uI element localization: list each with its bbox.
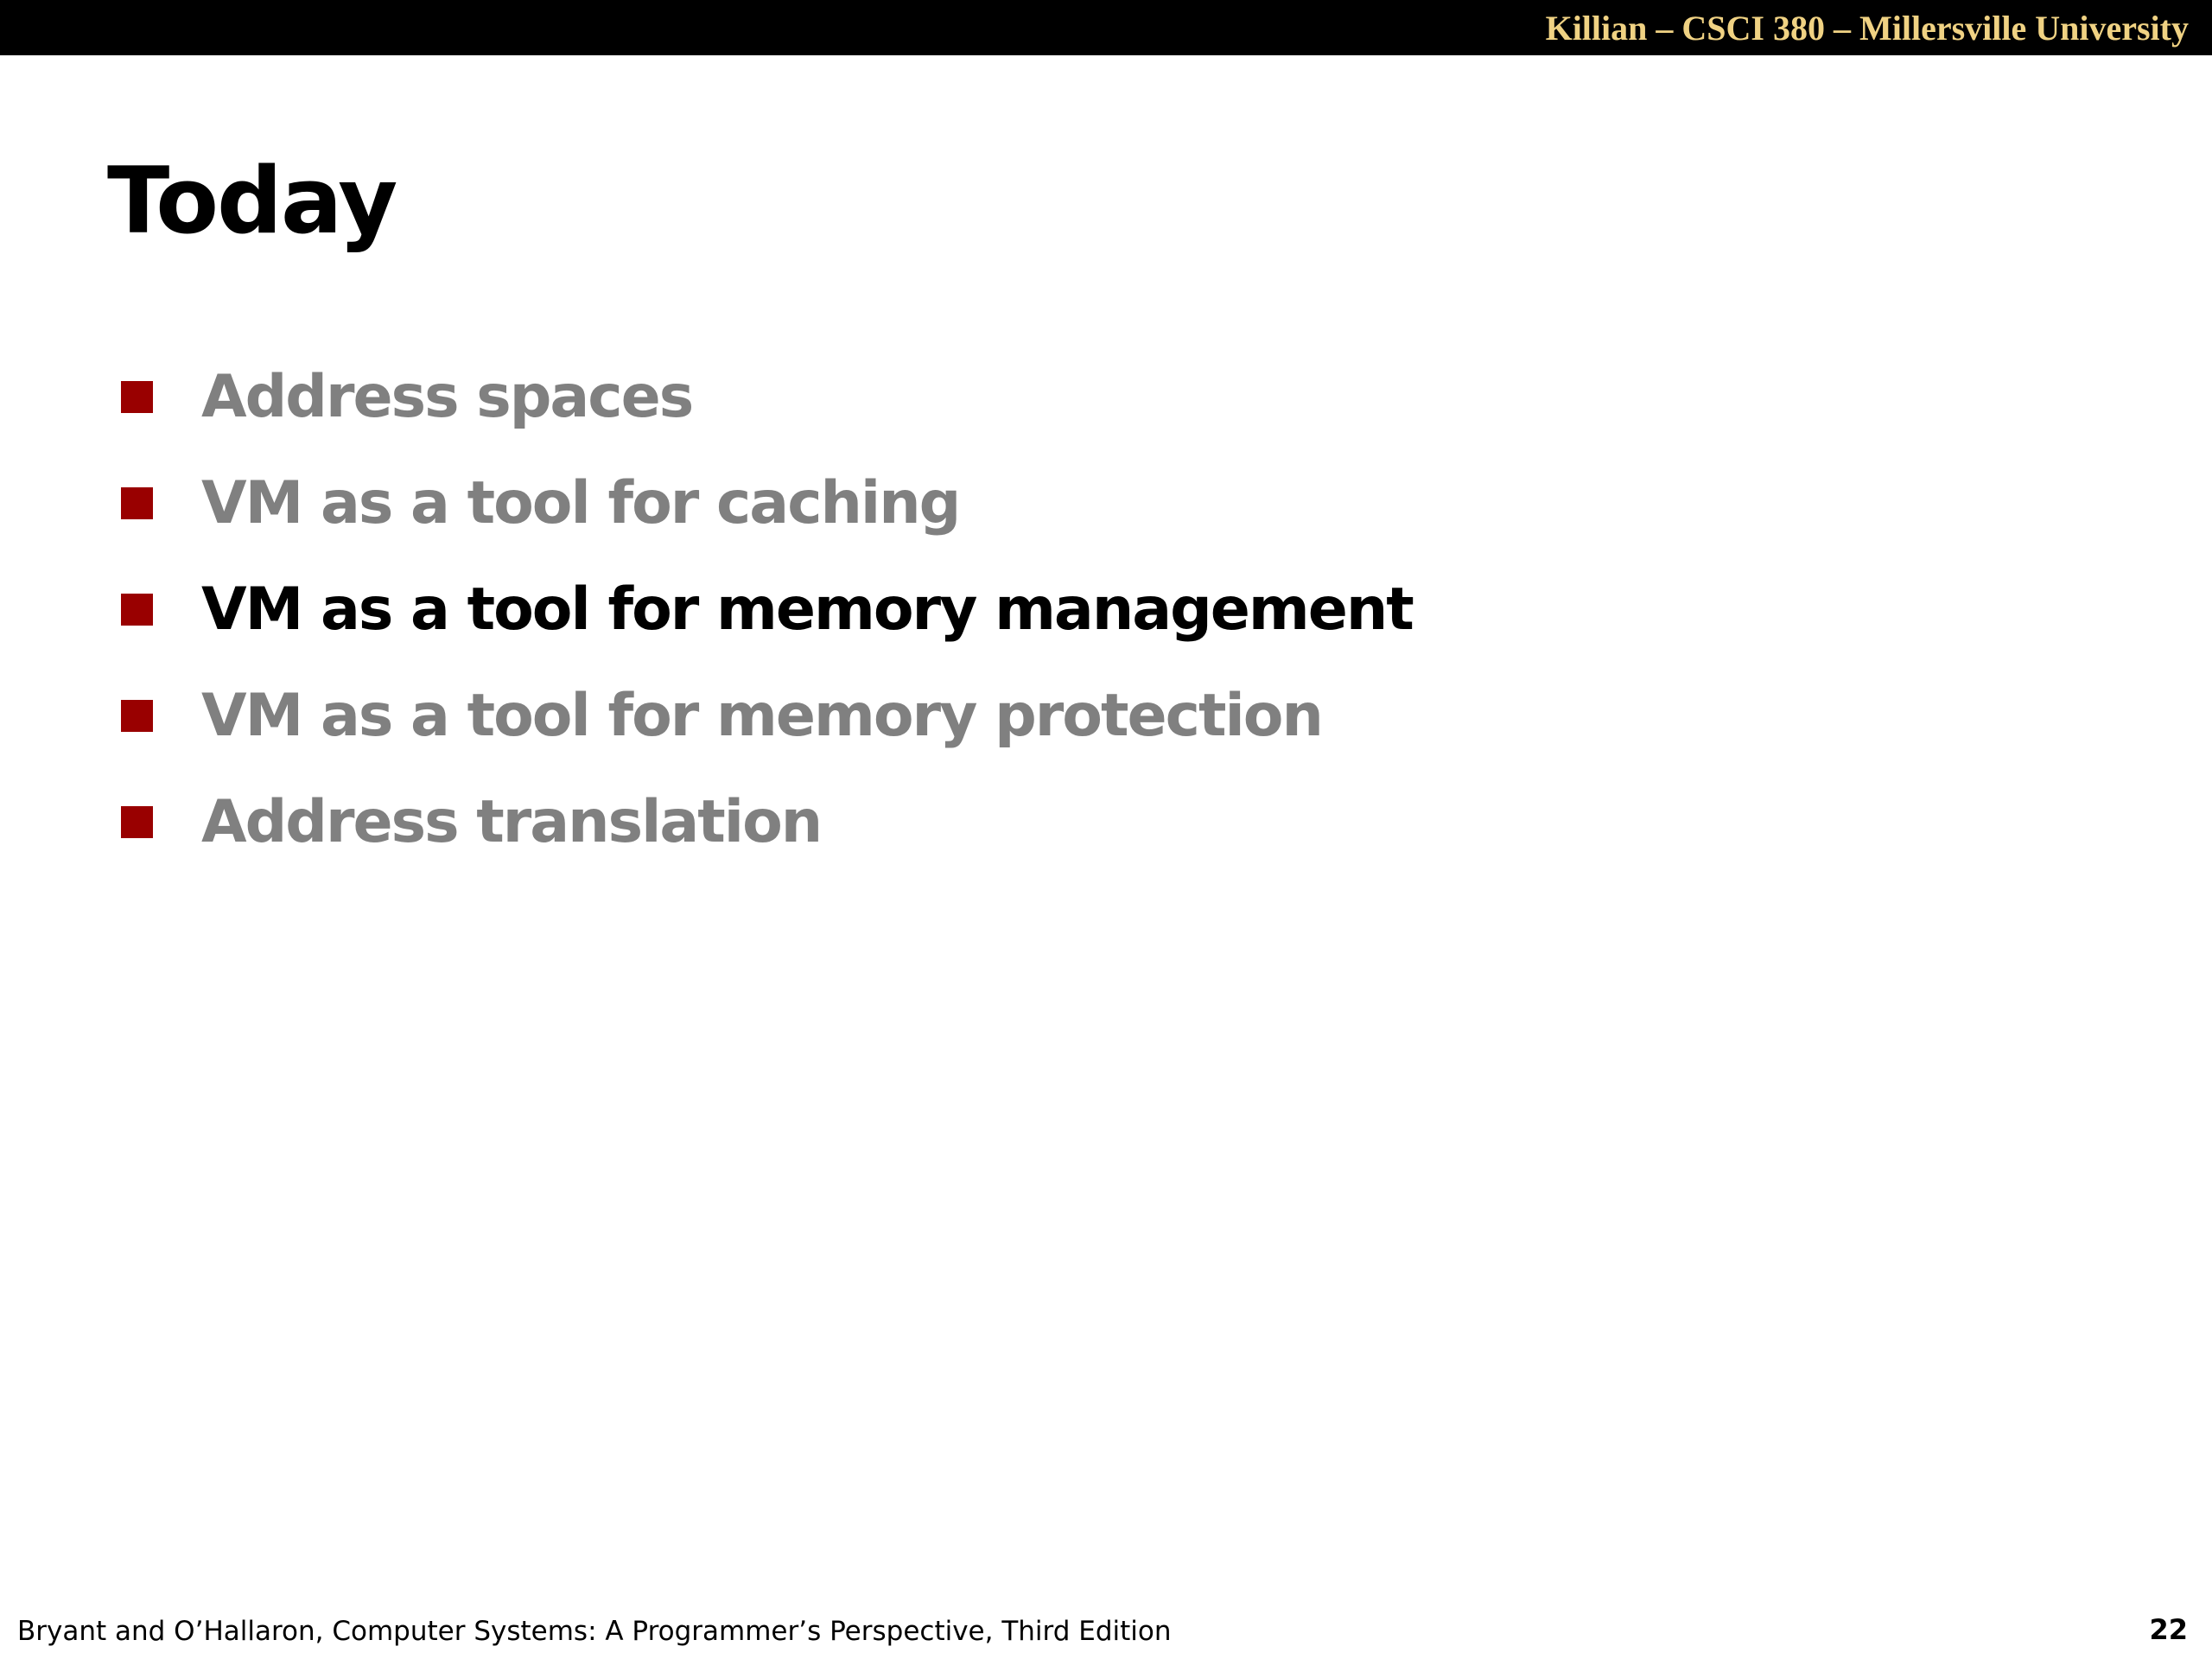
agenda-item (121, 663, 1413, 769)
bullet-square-icon (121, 487, 153, 519)
agenda-item-current (121, 556, 1413, 663)
agenda-list (121, 344, 1413, 875)
bullet-square-icon (121, 700, 153, 732)
bullet-square-icon (121, 381, 153, 413)
course-header: Killian – CSCI 380 – Millersville University (1545, 9, 2189, 48)
agenda-item-label: Address spaces (201, 363, 693, 431)
agenda-item-label: VM as a tool for memory management (201, 575, 1413, 644)
agenda-item-label: VM as a tool for caching (201, 469, 960, 537)
agenda-item (121, 344, 1413, 450)
agenda-item (121, 769, 1413, 875)
footer-citation: Bryant and O’Hallaron, Computer Systems: A Programmer’s Perspective, Third Edition (17, 1616, 1172, 1647)
slide-title: Today (107, 148, 397, 254)
page-number: 22 (2149, 1613, 2188, 1646)
bullet-square-icon (121, 594, 153, 626)
header-bar (0, 0, 2212, 55)
bullet-square-icon (121, 806, 153, 838)
agenda-item-label: Address translation (201, 788, 822, 856)
agenda-item-label: VM as a tool for memory protection (201, 682, 1322, 750)
agenda-item (121, 450, 1413, 556)
